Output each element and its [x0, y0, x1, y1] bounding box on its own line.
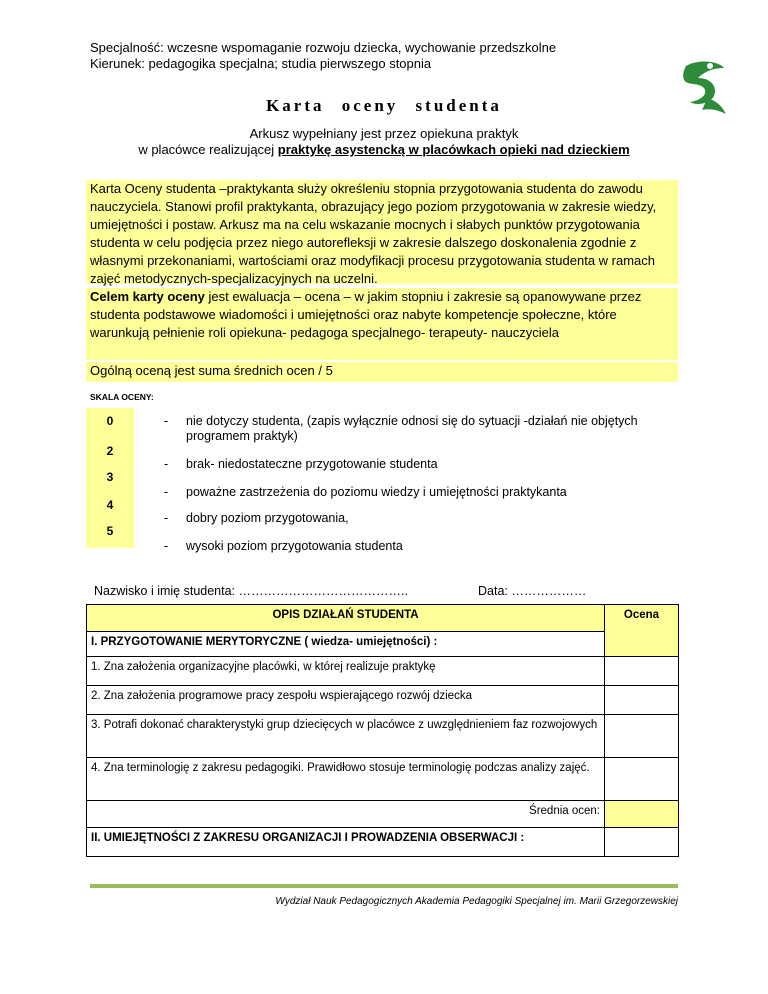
item-description: 4. Zna terminologię z zakresu pedagogiki. Prawidłowo stosuje terminologię podczas analizy zajęć.: [87, 758, 605, 801]
table-row: [87, 657, 679, 686]
scale-dash: -: [164, 414, 169, 428]
specialty-line: Specjalność: wczesne wspomaganie rozwoju dziecka, wychowanie przedszkolne: [90, 40, 557, 55]
item-description: 2. Zna założenia programowe pracy zespołu wspierającego rozwój dziecka: [87, 686, 605, 715]
intro-paragraph: Karta Oceny studenta –praktykanta służy określeniu stopnia przygotowania studenta do zawodu nauczyciela. Stanowi profil praktykanta, obrazujący jego poziom przygotowania w zakresie wiedzy, umiejętności i postaw. Arkusz ma na celu wskazanie mocnych i słabych punktów przygotowania studenta w celu podjęcia przez niego autorefleksji w zakresie dalszego doskonalenia zgodnie z własnymi przekonaniami, wartościami oraz modyfikacji procesu przygotowania studenta w ramach zajęć metodycznych-specjalizacyjnych na uczelni.: [86, 180, 678, 284]
item-description: 3. Potrafi dokonać charakterystyki grup dziecięcych w placówce z uwzględnieniem faz rozwojowych: [87, 715, 605, 758]
section-title: II. UMIEJĘTNOŚCI Z ZAKRESU ORGANIZACJI I PROWADZENIA OBSERWACJI :: [87, 828, 605, 857]
scale-number: 5: [106, 524, 114, 538]
scale-description: brak- niedostateczne przygotowanie studenta: [186, 457, 438, 471]
grade-cell[interactable]: [605, 686, 679, 715]
student-name-field[interactable]: Nazwisko i imię studenta: …………………………………..: [94, 584, 408, 598]
footer-text: Wydział Nauk Pedagogicznych Akademia Pedagogiki Specjalnej im. Marii Grzegorzewskiej: [275, 896, 678, 907]
table-row: [87, 715, 679, 758]
scale-description: dobry poziom przygotowania,: [186, 511, 349, 525]
scale-label: SKALA OCENY:: [90, 392, 154, 402]
scale-description: nie dotyczy studenta, (zapis wyłącznie odnosi się do sytuacji -działań nie objętych programem praktyk): [186, 414, 638, 443]
grade-cell[interactable]: [605, 715, 679, 758]
goal-paragraph: [86, 288, 678, 360]
header-grade: Ocena: [605, 605, 679, 657]
average-row: [87, 801, 679, 828]
section-title: I. PRZYGOTOWANIE MERYTORYCZNE ( wiedza- umiejętności) :: [87, 632, 605, 657]
table-row: [87, 758, 679, 801]
subtitle-prefix: w placówce realizującej: [138, 142, 278, 157]
scale-description: wysoki poziom przygotowania studenta: [186, 539, 403, 553]
table-header-row: [87, 605, 679, 632]
subtitle-emphasis: praktykę asystencką w placówkach opieki nad dzieckiem: [277, 142, 630, 157]
scale-dash: -: [164, 539, 169, 553]
section-row: [87, 828, 679, 857]
scale-dash: -: [164, 485, 169, 499]
grade-cell[interactable]: [605, 657, 679, 686]
scale-number: 2: [106, 444, 114, 458]
scale-numbers: [86, 408, 134, 548]
date-field[interactable]: Data: ………………: [478, 584, 587, 598]
subtitle-line1: Arkusz wypełniany jest przez opiekuna praktyk: [249, 126, 519, 141]
goal-label: Celem karty oceny: [90, 289, 205, 304]
footer-divider: [90, 884, 678, 888]
goal-text: jest ewaluacja – ocena – w jakim stopniu i zakresie są opanowywane przez studenta podstawowe wiadomości i umiejętności oraz nabyte kompetencje społeczne, które warunkują pełnienie roli opiekuna- pedagoga specjalnego- terapeuty- nauczyciela: [90, 289, 642, 340]
overall-grade-note: Ogólną oceną jest suma średnich ocen / 5: [86, 362, 678, 382]
average-grade-cell[interactable]: [605, 801, 679, 828]
grade-cell[interactable]: [605, 828, 679, 857]
course-line: Kierunek: pedagogika specjalna; studia pierwszego stopnia: [90, 56, 432, 71]
page-title: Karta oceny studenta: [266, 96, 502, 115]
item-description: 1. Zna założenia organizacyjne placówki, w której realizuje praktykę: [87, 657, 605, 686]
table-row: [87, 686, 679, 715]
scale-description: poważne zastrzeżenia do poziomu wiedzy i umiejętności praktykanta: [186, 485, 567, 499]
scale-number: 3: [106, 470, 114, 484]
scale-dash: -: [164, 511, 169, 525]
grade-cell[interactable]: [605, 758, 679, 801]
subtitle-line2: [0, 142, 768, 158]
scale-number: 0: [106, 414, 114, 428]
section-row: [87, 632, 679, 657]
evaluation-table: [86, 604, 679, 857]
header-description: OPIS DZIAŁAŃ STUDENTA: [87, 605, 605, 632]
scale-dash: -: [164, 457, 169, 471]
scale-number: 4: [106, 498, 114, 512]
average-label: Średnia ocen:: [87, 801, 605, 828]
